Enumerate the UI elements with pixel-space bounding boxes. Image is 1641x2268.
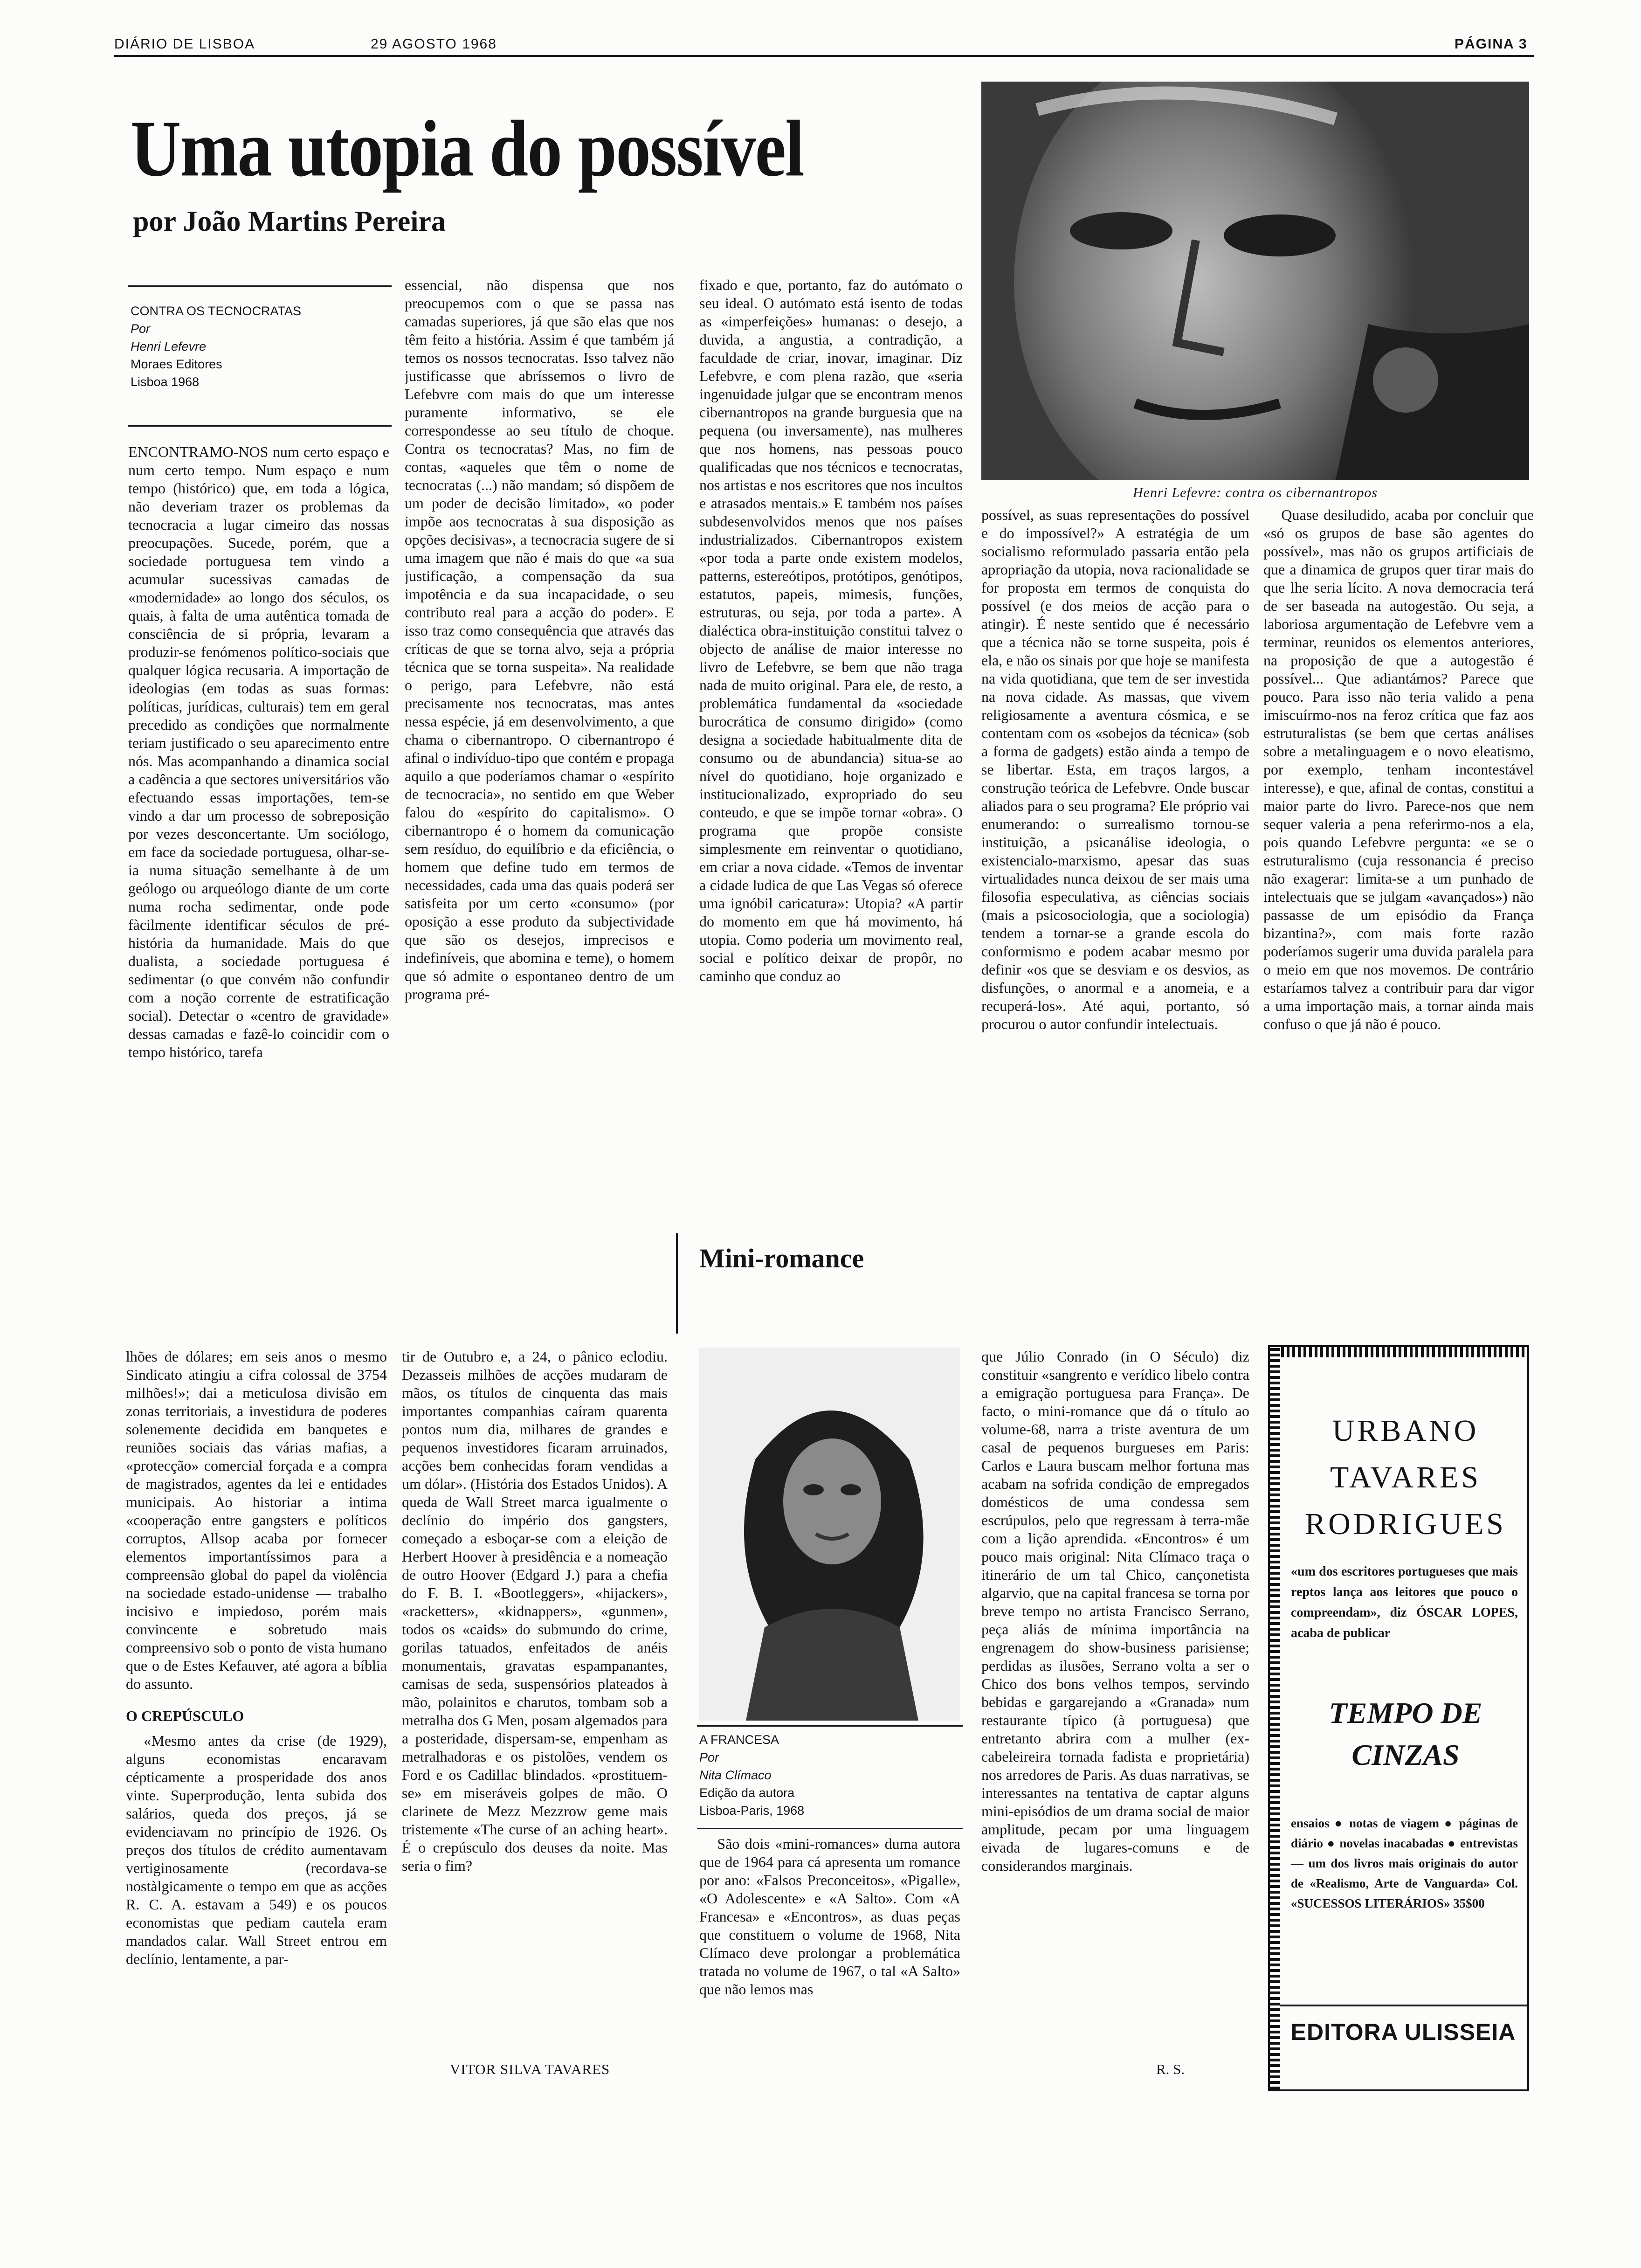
article1-column-4	[981, 506, 1249, 1194]
article1-column-1	[128, 443, 389, 1196]
header-rule	[114, 55, 1534, 57]
author-portrait-image	[699, 1348, 960, 1721]
lefebvre-photo	[981, 82, 1529, 480]
ad-pattern-border-left	[1270, 1347, 1280, 2089]
mini-romance-column-2	[981, 1348, 1249, 2056]
ad-description: ensaios ● notas de viagem ● páginas de diário ● novelas inacabadas ● entrevistas — um dos livros mais originais do autor de «Realismo, Arte de Vanguarda» Col. «SUCESSOS LITERÁRIOS» 35$00	[1291, 1816, 1518, 1910]
book-title: CONTRA OS TECNOCRATAS	[131, 304, 302, 318]
mini-romance-signature: R. S.	[1156, 2061, 1185, 2077]
book-publisher: Moraes Editores	[131, 357, 222, 371]
mini-book-reference	[699, 1731, 960, 1819]
ad-author-name	[1289, 1408, 1523, 1548]
article1-column-2	[405, 276, 674, 1192]
ad-book-title-line-1: TEMPO DE	[1329, 1696, 1482, 1729]
page-number: PÁGINA 3	[1455, 36, 1528, 52]
issue-date: 29 AGOSTO 1968	[371, 36, 497, 52]
ad-pattern-border	[1270, 1347, 1527, 1357]
mini-book-edition: Edição da autora	[699, 1786, 795, 1800]
article1-col4-text: possível, as suas representações do possível e do impossível?» A estratégia de um socialismo reformulado passaria então pela apropriação da utopia, nova racionalidade se for proposta em termos de conquista do possível (e dos meios de acção para o atingir). É neste sentido que é necessário que a técnica não se torne suspeita, pois é ela, e não os sinais por que hoje se manifesta na vida quotidiana, que tem de ser investida na nova cidade. As massas, que vivem religiosamente a aventura cósmica, e se contentam com os «sobejos da técnica» (sob a forma de gadgets) estão ainda a tempo de se libertar. Esta, em traços largos, a construção teórica de Lefebvre. Onde buscar aliados para o seu programa? Ele próprio vai enumerando: o surrealismo tornou-se instituição, a psicanálise ideologia, o existencialo-marxismo, apesar das suas virtualidades nunca deixou de ser mais uma filosofia especulativa, as ciências sociais (mais a psicosociologia, que a sociologia) tendem a tornar-se a grande escola do conformismo e podem acabar mesmo por definir «os que se desviam e os desvios, as disfunções, o anormal e a anomeia, e a recuperá-los». Até aqui, portanto, só procurou o autor confundir intelectuais.	[981, 506, 1249, 1032]
ad-author-line-3: RODRIGUES	[1305, 1507, 1506, 1541]
ad-publisher: EDITORA ULISSEIA	[1290, 2019, 1516, 2045]
mini-romance-col2-text: que Júlio Conrado (in O Século) diz constituir «sangrento e verídico libelo contra a emigração portuguesa para França». De facto, o mini-romance que dá o título ao volume-68, narra a triste aventura de um casal de pequenos burgueses em Paris: Carlos e Laura buscam melhor fortuna mas acabam na sofrida condição de empregados domésticos de uma condessa sem escrúpulos, pelo que regressam à terra-mãe com a lição aprendida. «Encontros» é um pouco mais original: Nita Clímaco traça o itinerário de um tal Chico, cançonetista algarvio, que na capital francesa se torna por breve tempo no artista Francisco Serrano, peça aliás de mínima importância na engrenagem do show-business parisiense; perdidas as ilusões, Serrano volta a ser o Chico dos bons velhos tempos, servindo bebidas e gargarejando a «Granada» num restaurante típico (à portuguesa) que entretanto abrira com a mulher (ex-cabeleireira tornada fadista e proprietária) nos arredores de Paris. As duas narrativas, se interessantes na tentativa de captar alguns mini-episódios de um drama social de maior amplitude, pecam por uma linguagem eivada de lugares-comuns e de considerandos marginais.	[981, 1348, 1249, 1874]
book-by: Por	[131, 322, 151, 336]
mini-book-title: A FRANCESA	[699, 1733, 779, 1747]
article-byline: por João Martins Pereira	[133, 206, 446, 237]
mini-romance-col1-text: São dois «mini-romances» duma autora que de 1964 para cá apresenta um romance por ano: «Falsos Preconceitos», «Pigalle», «O Adolescente» e «A Salto». Com «A Francesa» e «Encontros», as duas peças que constituem o volume de 1968, Nita Clímaco deve prolongar a problemática tratada no volume de 1967, o tal «A Salto» que não lemos mas	[699, 1835, 960, 1998]
ad-book-title-line-2: CINZAS	[1351, 1738, 1460, 1771]
article1-column-3	[699, 276, 963, 1192]
article2-column-1	[126, 1348, 387, 2126]
article2-col1-text: lhões de dólares; em seis anos o mesmo Sindicato atingiu a cifra colossal de 3754 milhões!»; dai a meticulosa divisão em zonas territoriais, a investidura de poderes solenemente decidida em banquetes e reuniões sociais das várias mafias, a «protecção» comercial forçada e a compra de magistrados, agentes da lei e entidades municipais. Ao historiar a intima «cooperação entre gangsters e políticos corruptos, Allsop acaba por fornecer elementos importantíssimos para a compreensão global do papel da violência na sociedade estado-unidense — trabalho incisivo e impiedoso, porém mais convincente e sobretudo mais compreensivo sob o ponto de vista humano que o de Estes Kefauver, até agora a bíblia do assunto.	[126, 1348, 387, 1692]
book-reference	[131, 302, 392, 391]
ad-divider	[1280, 2005, 1527, 2006]
article2-col2-text: tir de Outubro e, a 24, o pânico eclodiu. Dezasseis milhões de acções mudaram de mãos, os títulos de cinquenta das mais importantes companhias caíram quarenta pontos num dia, milhares de grandes e pequenos investidores ficaram arruinados, acções bem conhecidas foram vendidas a um dólar». (História dos Estados Unidos). A queda de Wall Street marca igualmente o declínio do império dos gangsters, começado a esboçar-se com a eleição de Herbert Hoover à presidência e a nomeação de outro Hoover (Edgard J.) para a chefia do F. B. I. «Bootleggers», «hijackers», «racketters», «kidnappers», «gunmen», todos os «caids» do submundo do crime, gorilas tatuados, enfeitados de anéis monumentais, gravatas espampanantes, camisas de seda, suspensórios plateados à mão, polainitos e charutos, tombam sob a metralha dos G Men, posam algemados para a posteridade, dispersam-se, empenham as metralhadoras e os pistolões, vendem os Ford e os Cadillac blindados. «prostituem-se» em miseráveis golpes de mão. O clarinete de Mezz Mezzrow geme mais tristemente «The curse of an aching heart». É o crepúsculo dos deuses da noite. Mas seria o fim?	[402, 1348, 668, 1874]
author-photo	[699, 1348, 960, 1721]
ad-quote: «um dos escritores portugueses que mais reptos lança aos leitores que pouco o compreendam», diz ÓSCAR LOPES, acaba de publicar	[1291, 1564, 1518, 1640]
portrait-image	[981, 82, 1529, 480]
bookref-top-rule	[128, 285, 392, 287]
bookref-bottom-rule	[128, 425, 392, 427]
photo-caption: Henri Lefevre: contra os cibernantropos	[1132, 485, 1378, 500]
mini-romance-title: Mini-romance	[699, 1243, 864, 1273]
book-advertisement	[1268, 1345, 1529, 2091]
article-title: Uma utopia do possível	[131, 104, 804, 194]
article2-column-2	[402, 1348, 668, 2087]
book-place-year: Lisboa 1968	[131, 375, 200, 389]
section-divider	[676, 1233, 678, 1334]
article1-col5-text: Quase desiludido, acaba por concluir que «só os grupos de base são agentes do possível», mas não os grupos artificiais de que a dinamica de grupos quer tirar mais do que lhe seria lícito. A nova democracia terá de ser baseada na autogestão. Ou seja, a laboriosa argumentação de Lefebvre vem a terminar, reunidos os elementos anteriores, na proposição de que a autogestão é possível... Que adiantámos? Parece que pouco. Para isso não teria valido a pena imiscuírmo-nos na feroz crítica que faz aos estruturalistas (se bem que certas análises sobre a metalinguagem e o novo eleatismo, por exemplo, tenham incontestável interesse), e que, afinal de contas, constitui a maior parte do livro. Parece-nos que nem sequer valeria a pena referirmo-nos a ela, pois quando Lefebvre pergunta: «e se o estruturalismo (cuja ressonancia é preciso não exagerar: limita-se a um punhado de intelectuais que se julgam «avançados») não passasse de um episódio da França bizantina?», com mais forte razão poderíamos sugerir uma duvida paralela para o meio em que nos movemos. De contrário estaríamos talvez a contribuir para dar vigor a uma importação mais, a tornar ainda mais confuso o que já não é pouco.	[1263, 506, 1534, 1032]
article2-subhead: O CREPÚSCULO	[126, 1708, 244, 1724]
mini-book-by: Por	[699, 1750, 719, 1764]
article1-column-5	[1263, 506, 1534, 1194]
mini-book-author: Nita Clímaco	[699, 1768, 772, 1782]
article1-col3-text: fixado e que, portanto, faz do autómato o seu ideal. O autómato está isento de todas as «imperfeições» humanas: o desejo, a duvida, a angustia, a contradição, a faculdade de criar, inovar, imaginar. Diz Lefebvre, e com plena razão, que «seria ingenuidade julgar que se encontram menos cibernantropos na grande burguesia que na pequena (ou inversamente), nas mulheres que nos homens, nas pessoas pouco qualificadas que nos técnicos e tecnocratas, nos artistas e nos escritores que nos incultos e atrasados mentais.» E também nos países subdesenvolvidos menos que nos países industrializados. Cibernantropos existem «por toda a parte onde existem modelos, patterns, estereótipos, protótipos, genótipos, estatutos, papeis, mimesis, funções, estruturas, ou seja, por toda a parte». A dialéctica obra-instituição constitui talvez o objecto de análise de maior interesse no livro de Lefebvre, se bem que não traga nada de muito original. Para ele, de resto, a problemática fundamental da «sociedade burocrática de consumo dirigido» (como designa a sociedade habitualmente dita de consumo ou de abundancia) situa-se ao nível do quotidiano, hoje organizado e institucionalizado, expropriado do seu conteudo, e que se impõe tornar «obra». O programa que propõe consiste simplesmente em reinventar o quotidiano, em criar a nova cidade. «Temos de inventar a cidade ludica de que Las Vegas só oferece uma ignóbil caricatura»: Utopia? «A partir do momento em que há movimento, há utopia. Como poderia um movimento real, social e político deixar de propôr, no caminho que conduz ao	[699, 277, 963, 984]
newspaper-name: DIÁRIO DE LISBOA	[114, 36, 255, 52]
article2-signature: VITOR SILVA TAVARES	[450, 2061, 610, 2077]
article1-col2-text: essencial, não dispensa que nos preocupemos com o que se passa nas camadas superiores, já que são elas que nos têm feito a história. Assim é que também já temos os nossos tecnocratas. Isso talvez não justificasse que abríssemos o livro de Lefebvre com mais do que um interesse puramente informativo, se ele correspondesse ao seu título de choque. Contra os tecnocratas? Mas, no fim de contas, «aqueles que têm o nome de tecnocratas (...) não mandam; só dispõem de um poder de decisão limitado», «o poder impõe aos tecnocratas à sua disposição as opções decisivas», a tecnocracia sugere de si uma imagem que não é mais do que «a sua justificação, a compensação da sua impotência e da sua incapacidade, o seu contributo real para a acção do poder». E isso traz como consequência que através das críticas de que se torna alvo, seja a própria técnica que se torna suspeita». Na realidade o perigo, para Lefebvre, não está precisamente nos tecnocratas, mas antes nessa espécie, já em desenvolvimento, a que chama o cibernantropo. O cibernantropo é afinal o indivíduo-tipo que contém e propaga aquilo a que poderíamos chamar o «espírito de tecnocracia», no sentido em que Weber falou do «espírito do capitalismo». O cibernantropo é o homem da comunicação sem resíduo, do equilíbrio e da eficiência, o homem que define tudo em termos de necessidades, cada uma das quais poderá ser satisfeita por um certo «consumo» (por oposição a esse produto da subjectividade que são os desejos, imprecisos e indefiníveis, que abomina e teme), o homem que só admite o espontaneo dentro de um programa pré-	[405, 277, 674, 1003]
article2-col1b-text: «Mesmo antes da crise (de 1929), alguns economistas encaravam cépticamente a prosperidade dos anos vinte. Superprodução, lenta subida dos salários, queda dos preços, já se evidenciavam no princípio de 1926. Os preços dos títulos de crédito aumentavam vertiginosamente (recordava-se nostàlgicamente o tempo em que as acções R. C. A. estavam a 549) e os poucos economistas que pediam cautela eram mandados calar. Wall Street entrou em declínio, lentamente, a par-	[126, 1732, 387, 1967]
mini-bookref-bottom-rule	[697, 1828, 963, 1829]
book-author: Henri Lefevre	[131, 339, 207, 353]
mini-romance-column-1	[699, 1835, 960, 2089]
article1-col1-text: ENCONTRAMO-NOS num certo espaço e num certo tempo. Num espaço e num tempo (histórico) que, em toda a lógica, não deveriam trazer os problemas da tecnocracia a lugar cimeiro das nossas preocupações. Sucede, porém, que a sociedade portuguesa tem vindo a acumular sucessivas camadas de «modernidade» ao longo dos séculos, os quais, à falta de uma autêntica tomada de consciência de si própria, levaram a produzir-se fenómenos político-sociais que qualquer lógica recusaria. A importação de ideologias (em todas as suas formas: políticas, jurídicas, culturais) tem em geral precedido as condições que normalmente teriam justificado o seu aparecimento entre nós. Mas acompanhando a dinamica social a cadência a que sectores universitários vão efectuando essas importações, tem-se vindo a dar um processo de sobreposição por vezes desconcertante. Um sociólogo, em face da sociedade portuguesa, olhar-se-ia numa situação semelhante à de um geólogo ou arqueólogo diante de um corte numa rocha sedimentar, onde pode fàcilmente identificar séculos de pré-história da humanidade. Mais do que dualista, a sociedade portuguesa é sedimentar (o que convém não confundir com a noção corrente de estratificação social). Detectar o «centro de gravidade» dessas camadas e fazê-lo coincidir com o tempo histórico, tarefa	[128, 443, 389, 1060]
ad-author-line-1: URBANO	[1332, 1414, 1479, 1448]
ad-book-title	[1289, 1692, 1523, 1776]
mini-bookref-top-rule	[697, 1725, 963, 1727]
mini-book-place: Lisboa-Paris, 1968	[699, 1804, 805, 1818]
ad-author-line-2: TAVARES	[1330, 1460, 1482, 1494]
